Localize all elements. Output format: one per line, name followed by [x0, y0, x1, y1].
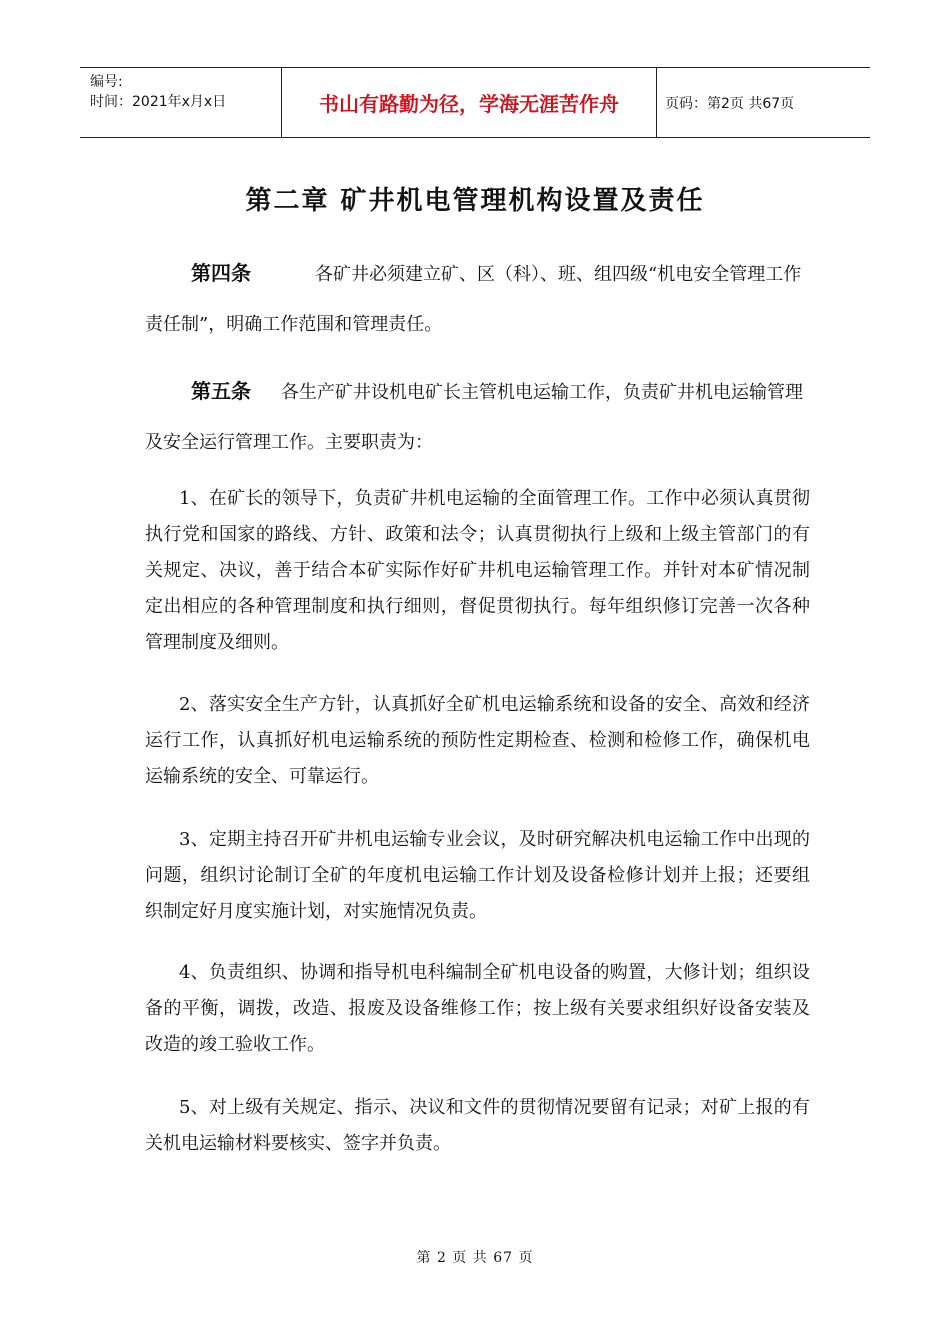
duty-item-5: 5、对上级有关规定、指示、决议和文件的贯彻情况要留有记录；对矿上报的有关机电运输材料要核实、签字并负责。 [145, 1097, 810, 1154]
article-label: 第五条 [191, 379, 251, 403]
article-label: 第四条 [191, 261, 251, 285]
duty-item-3: 3、定期主持召开矿井机电运输专业会议，及时研究解决机电运输工作中出现的问题，组织讨论制订全矿的年度机电运输工作计划及设备检修计划并上报；还要组织制定好月度实施计划，对实施情况负责。 [145, 829, 810, 922]
article-text: 各生产矿井设机电矿长主管机电运输工作，负责矿井机电运输管理及安全运行管理工作。主要职责为： [145, 382, 803, 453]
document-date: 时间：2021年x月x日 [90, 94, 227, 110]
header-meta [80, 68, 282, 137]
page-footer: 第 2 页 共 67 页 [416, 1250, 534, 1266]
duty-item-1: 1、在矿长的领导下，负责矿井机电运输的全面管理工作。工作中必须认真贯彻执行党和国家的路线、方针、政策和法令；认真贯彻执行上级和上级主管部门的有关规定、决议，善于结合本矿实际作好矿井机电运输管理工作。并针对本矿情况制定出相应的各种管理制度和执行细则，督促贯彻执行。每年组织修订完善一次各种管理制度及细则。 [145, 488, 810, 653]
document-number-label: 编号: [90, 74, 123, 90]
article-4 [145, 248, 810, 350]
article-text: 各矿井必须建立矿、区（科）、班、组四级“机电安全管理工作责任制”，明确工作范围和管理责任。 [145, 264, 802, 335]
chapter-title: 第二章 矿井机电管理机构设置及责任 [245, 186, 705, 216]
header-motto: 书山有路勤为径，学海无涯苦作舟 [282, 68, 657, 137]
header-page-info: 页码：第2页 共67页 [665, 95, 795, 112]
duty-item-4: 4、负责组织、协调和指导机电科编制全矿机电设备的购置，大修计划；组织设备的平衡，调拨，改造、报废及设备维修工作；按上级有关要求组织好设备安装及改造的竣工验收工作。 [145, 962, 810, 1055]
article-5 [145, 366, 810, 468]
duty-item-2: 2、落实安全生产方针，认真抓好全矿机电运输系统和设备的安全、高效和经济运行工作，认真抓好机电运输系统的预防性定期检查、检测和检修工作，确保机电运输系统的安全、可靠运行。 [145, 694, 810, 787]
page-header [80, 67, 870, 138]
